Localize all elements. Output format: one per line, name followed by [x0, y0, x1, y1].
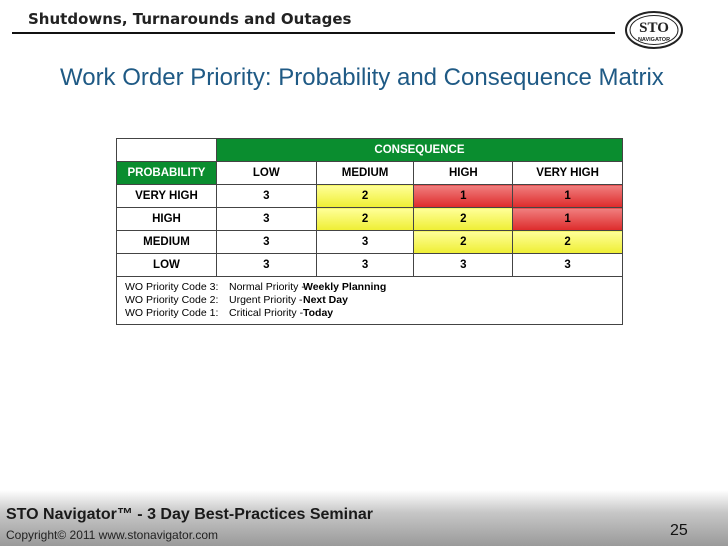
- matrix-cell: 2: [513, 231, 623, 254]
- legend-level: Urgent Priority -: [229, 294, 303, 306]
- logo-subtext: NAVIGATOR: [637, 37, 671, 43]
- legend-line: [125, 281, 614, 294]
- matrix-cell: 3: [216, 231, 316, 254]
- matrix-cell: 1: [414, 185, 513, 208]
- matrix-legend-row: [117, 277, 623, 325]
- matrix-row-high: [117, 208, 623, 231]
- header-title: Shutdowns, Turnarounds and Outages: [28, 10, 352, 28]
- logo-emblem-icon: [624, 10, 684, 50]
- row-label: LOW: [117, 254, 217, 277]
- logo-text: STO: [639, 20, 669, 36]
- matrix-cell: 2: [414, 208, 513, 231]
- legend-action: Today: [303, 307, 334, 319]
- column-header-low: LOW: [216, 162, 316, 185]
- priority-matrix: [116, 138, 623, 325]
- legend-action: Weekly Planning: [303, 281, 387, 293]
- legend-level: Normal Priority -: [229, 281, 305, 293]
- priority-legend: [117, 277, 623, 325]
- matrix-row-medium: [117, 231, 623, 254]
- row-label: VERY HIGH: [117, 185, 217, 208]
- legend-code: WO Priority Code 3:: [125, 281, 219, 293]
- matrix-cell: 3: [316, 231, 414, 254]
- matrix-cell: 3: [414, 254, 513, 277]
- legend-line: [125, 294, 614, 307]
- matrix-cell: 3: [216, 185, 316, 208]
- matrix-row-very-high: [117, 185, 623, 208]
- matrix-cell: 1: [513, 208, 623, 231]
- legend-code: WO Priority Code 1:: [125, 307, 219, 319]
- legend-action: Next Day: [303, 294, 348, 306]
- matrix-consequence-row: [117, 139, 623, 162]
- matrix-cell: 1: [513, 185, 623, 208]
- probability-header: PROBABILITY: [117, 162, 217, 185]
- matrix-cell: 2: [316, 208, 414, 231]
- consequence-header: CONSEQUENCE: [216, 139, 622, 162]
- matrix-cell: 3: [316, 254, 414, 277]
- matrix-corner-cell: [117, 139, 217, 162]
- footer-copyright: Copyright© 2011 www.stonavigator.com: [6, 528, 219, 542]
- header-divider: [12, 32, 615, 34]
- slide-title: Work Order Priority: Probability and Consequence Matrix: [60, 64, 664, 91]
- legend-code: WO Priority Code 2:: [125, 294, 219, 306]
- footer-title: STO Navigator™ - 3 Day Best-Practices Seminar: [6, 506, 373, 523]
- legend-line: [125, 307, 614, 320]
- legend-level: Critical Priority -: [229, 307, 304, 319]
- matrix-cell: 3: [216, 254, 316, 277]
- column-header-medium: MEDIUM: [316, 162, 414, 185]
- matrix-cell: 3: [216, 208, 316, 231]
- row-label: MEDIUM: [117, 231, 217, 254]
- sto-navigator-logo: [624, 10, 684, 50]
- column-header-very-high: VERY HIGH: [513, 162, 623, 185]
- matrix-cell: 3: [513, 254, 623, 277]
- matrix-column-header-row: [117, 162, 623, 185]
- matrix-row-low: [117, 254, 623, 277]
- column-header-high: HIGH: [414, 162, 513, 185]
- row-label: HIGH: [117, 208, 217, 231]
- matrix-cell: 2: [414, 231, 513, 254]
- page-number: 25: [670, 522, 688, 539]
- matrix-cell: 2: [316, 185, 414, 208]
